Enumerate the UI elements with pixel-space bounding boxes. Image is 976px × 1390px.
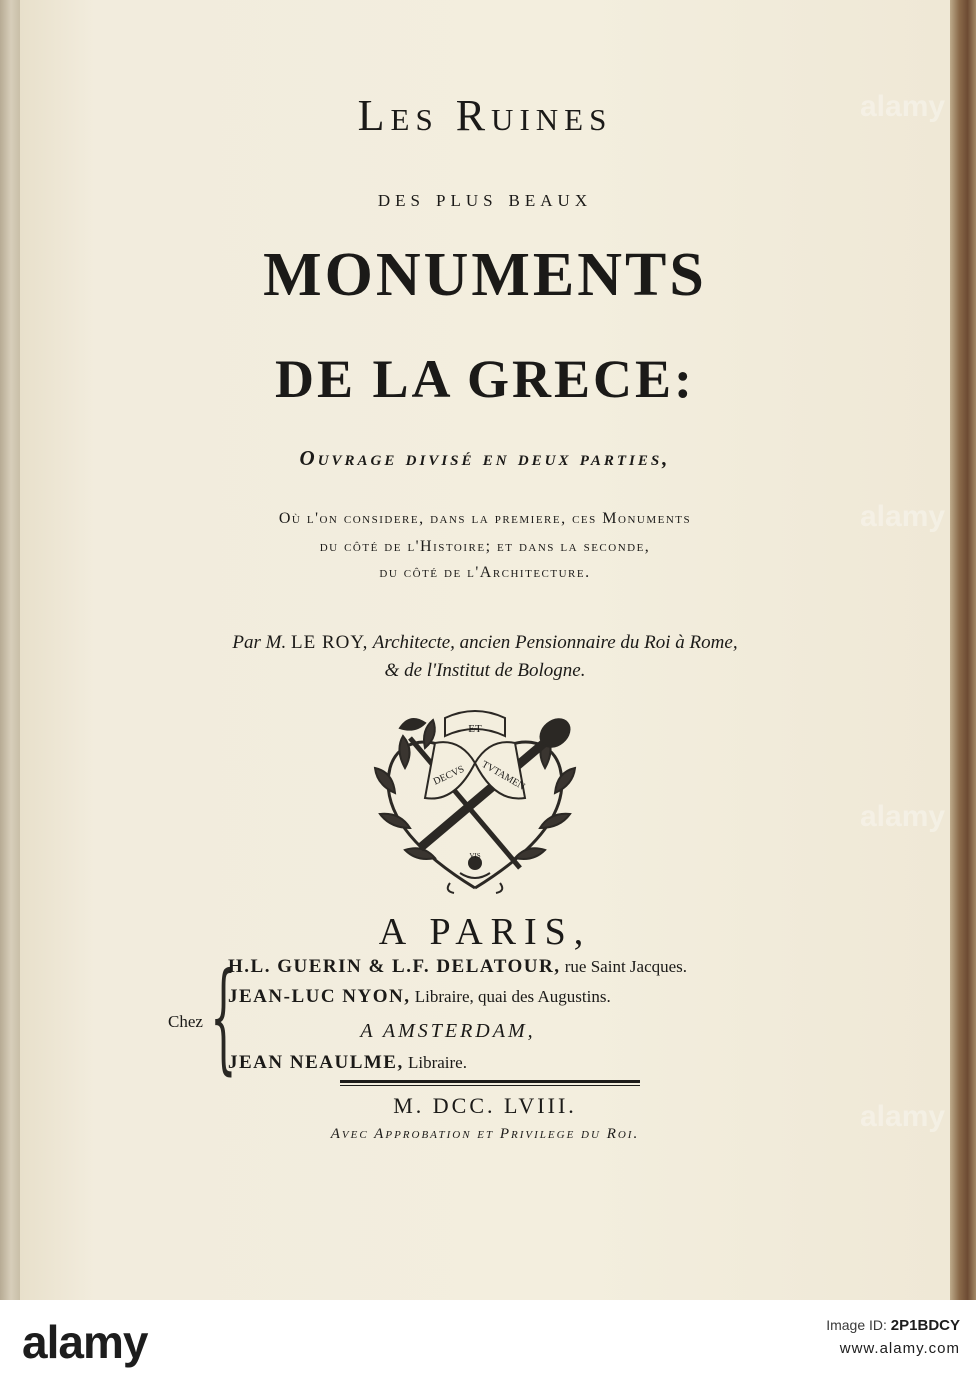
city-amsterdam: A AMSTERDAM,: [360, 1020, 536, 1042]
author-line-2: & de l'Institut de Bologne.: [384, 660, 586, 681]
publication-year: M. DCC. LVIII.: [393, 1093, 577, 1118]
alamy-logo: alamy: [22, 1316, 148, 1368]
book-spine-edge: [948, 0, 976, 1300]
watermark: alamy: [860, 800, 946, 833]
chez-label: Chez: [168, 1012, 203, 1031]
title-line-2: des plus beaux: [377, 186, 593, 212]
watermark: alamy: [860, 1100, 946, 1133]
author-prefix: Par M.: [232, 632, 287, 653]
title-page: [20, 0, 950, 1300]
description-line-2: du côté de l'Histoire; et dans la seconde,: [319, 538, 651, 555]
image-id-label: Image ID:: [826, 1317, 887, 1333]
publisher-3-name: JEAN NEAULME,: [228, 1052, 404, 1073]
image-id-row: [690, 1317, 960, 1334]
watermark: alamy: [860, 500, 946, 533]
emblem-vignette-icon: [350, 698, 600, 898]
book-left-edge: [0, 0, 20, 1300]
publisher-2: [228, 986, 611, 1008]
title-line-1: Les Ruines: [357, 91, 613, 140]
brace-icon: {: [210, 948, 237, 1087]
publisher-3: [228, 1052, 467, 1074]
footer-url: www.alamy.com: [839, 1340, 960, 1357]
vignette-ribbon-right: TVTAMEN: [479, 759, 527, 793]
author-name: LE ROY,: [290, 632, 369, 653]
footer-info: [690, 1315, 960, 1357]
author-title: Architecte, ancien Pensionnaire du Roi à Rome,: [372, 632, 738, 653]
vignette-ribbon-left: DECVS: [431, 763, 467, 788]
author-line-1: [20, 632, 950, 654]
publisher-3-address: Libraire.: [407, 1053, 467, 1072]
publisher-1-name: H.L. GUERIN & L.F. DELATOUR,: [228, 956, 561, 977]
publisher-1: [228, 956, 687, 978]
description-line-1: Où l'on considere, dans la premiere, ces Monuments: [278, 510, 692, 527]
privilege-line: Avec Approbation et Privilege du Roi.: [330, 1126, 640, 1142]
publisher-2-name: JEAN-LUC NYON,: [228, 986, 411, 1007]
vignette-bottom: VIS: [469, 852, 481, 860]
publisher-2-address: Libraire, quai des Augustins.: [414, 987, 611, 1006]
vignette-ribbon-top: ET: [468, 723, 482, 735]
stock-footer: [0, 1300, 976, 1390]
title-line-3: MONUMENTS: [263, 241, 707, 309]
description-line-3: du côté de l'Architecture.: [379, 564, 591, 581]
city-paris: A PARIS,: [378, 911, 592, 953]
divider-rule-thin: [340, 1085, 640, 1086]
image-id: 2P1BDCY: [890, 1317, 960, 1334]
title-line-4: DE LA GRECE:: [274, 349, 696, 409]
publisher-1-address: rue Saint Jacques.: [564, 957, 688, 976]
divider-rule: [340, 1080, 640, 1083]
subtitle: Ouvrage divisé en deux parties,: [299, 446, 671, 470]
watermark: alamy: [860, 90, 946, 123]
